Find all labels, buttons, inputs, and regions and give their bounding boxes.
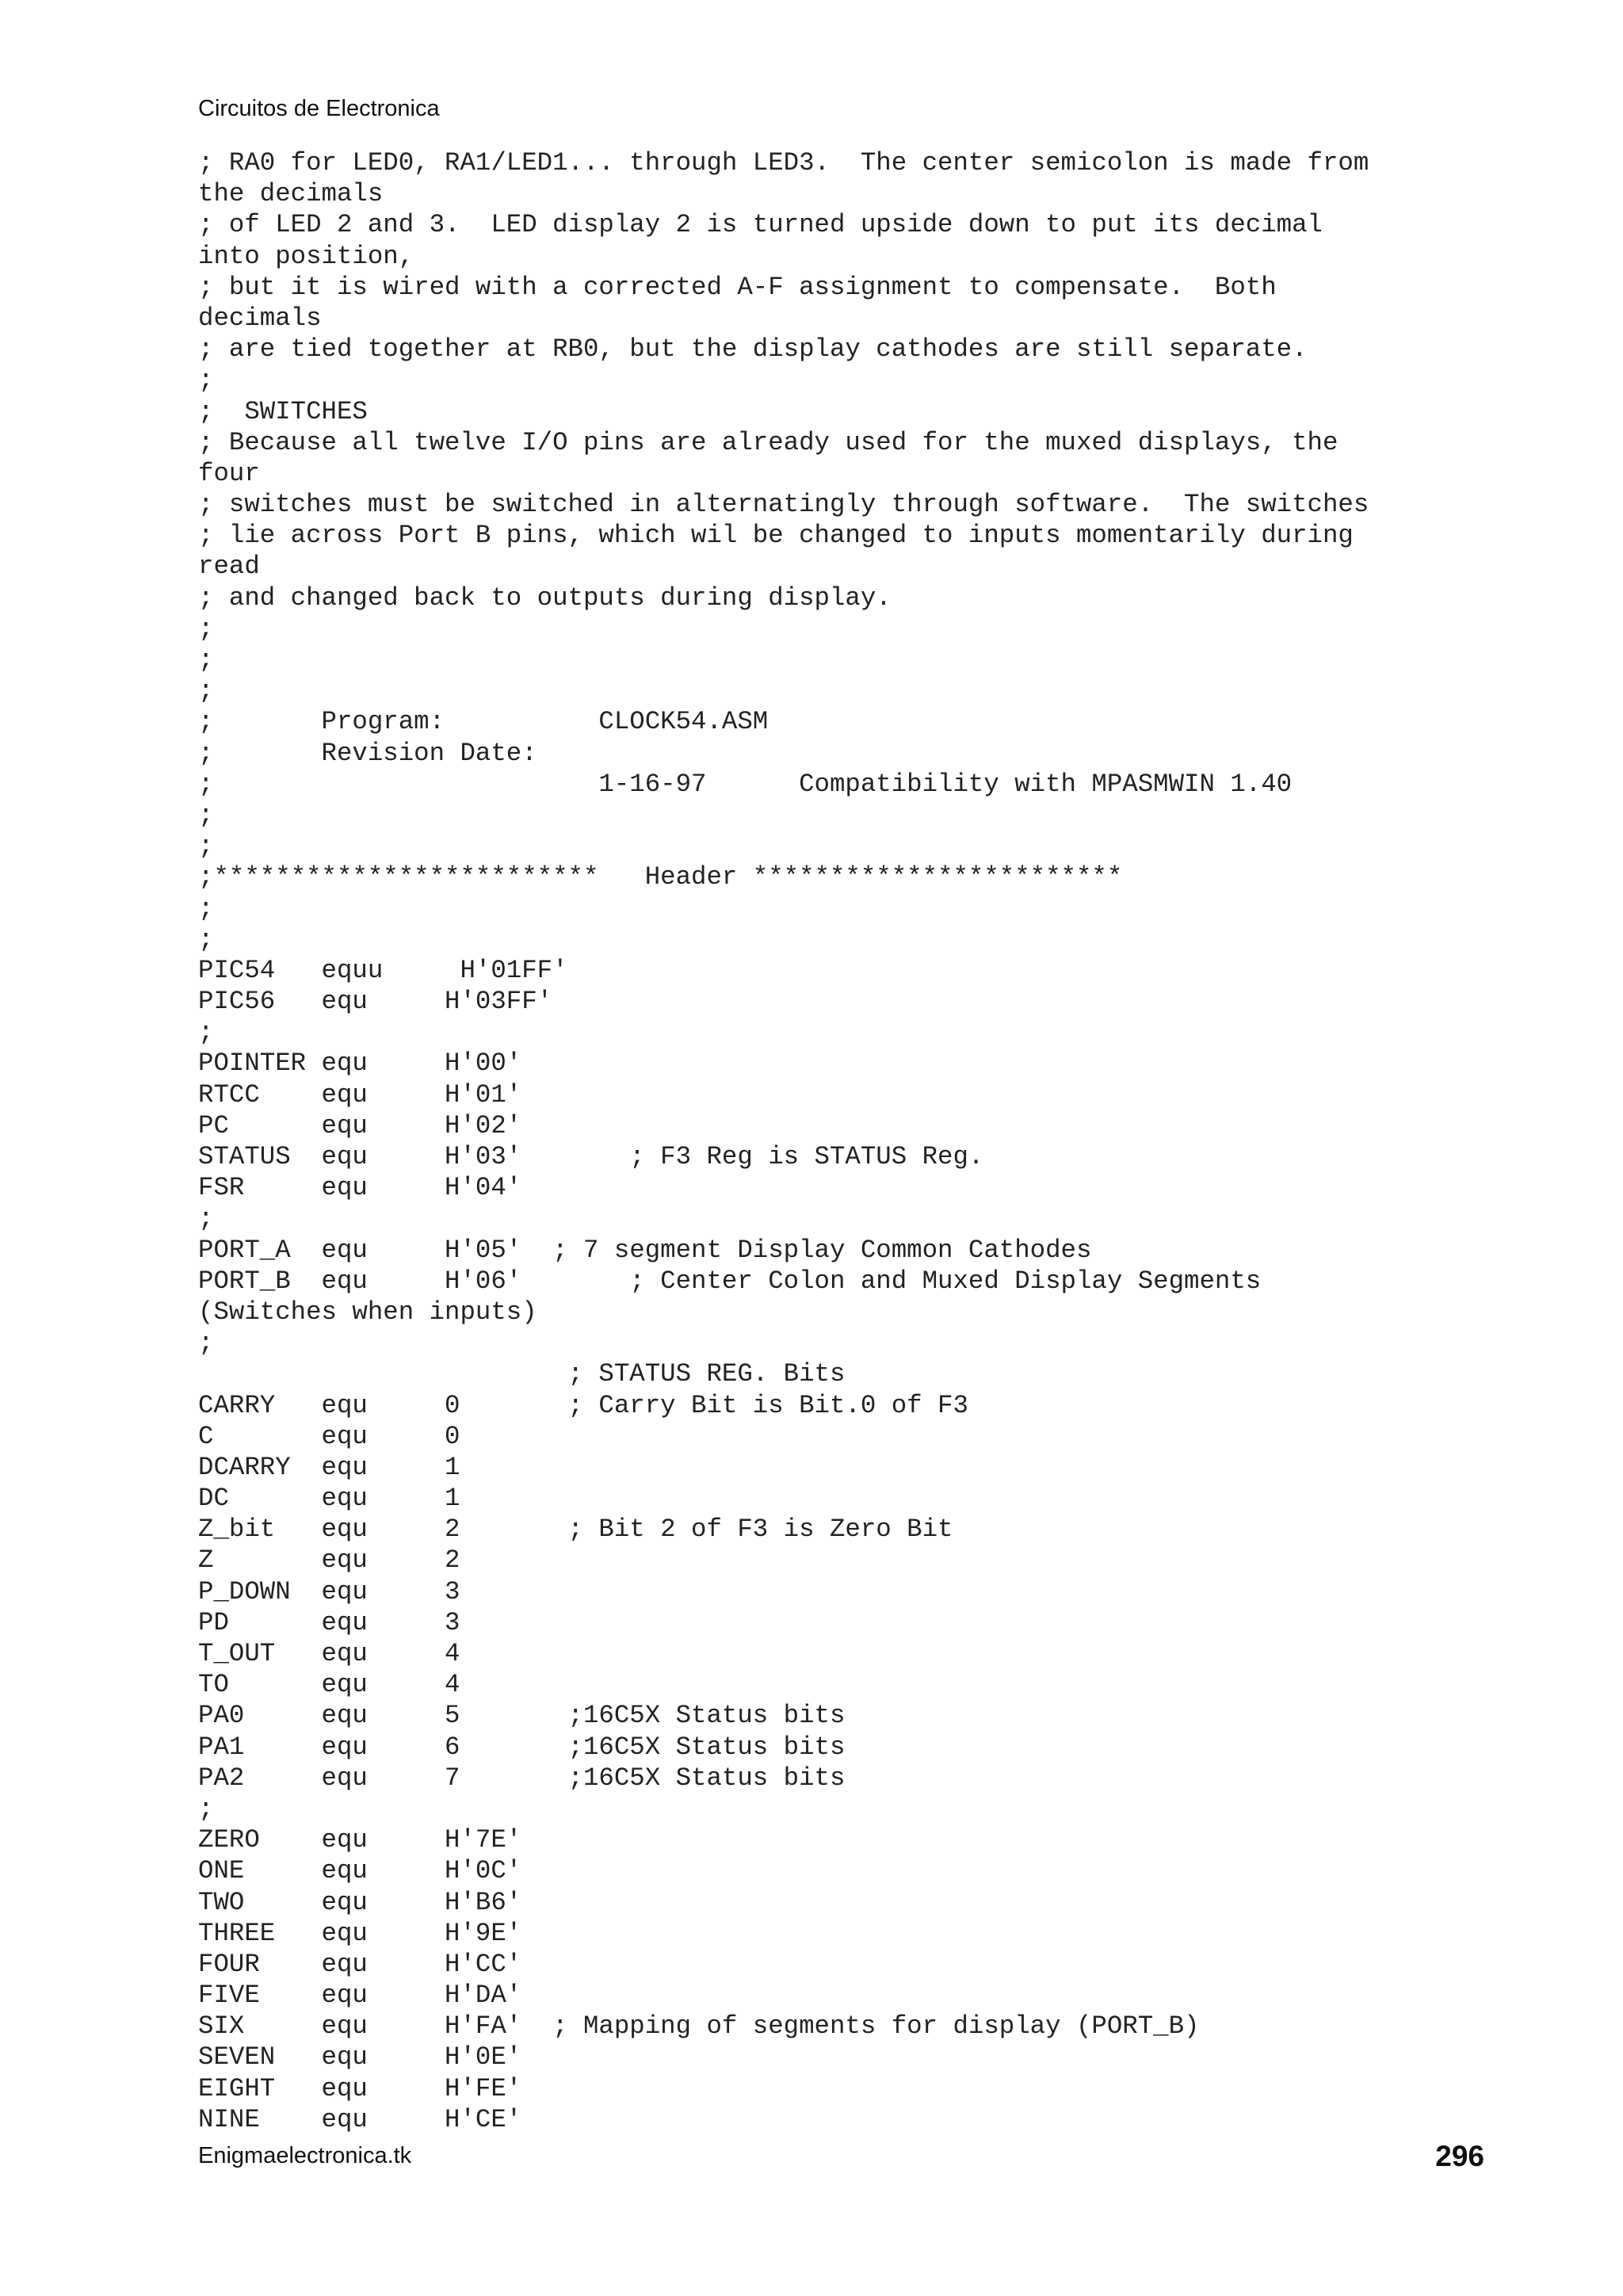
code-line: PORT_B equ H'06' ; Center Colon and Muxed Display Segments	[198, 1266, 1262, 1296]
code-line: T_OUT equ 4	[198, 1639, 460, 1668]
code-line: PC equ H'02'	[198, 1110, 522, 1140]
code-line: SIX equ H'FA' ; Mapping of segments for display (PORT_B)	[198, 2011, 1200, 2042]
code-line: ;	[198, 1204, 214, 1234]
code-line: decimals	[198, 303, 322, 333]
code-line: EIGHT equ H'FE'	[198, 2073, 522, 2103]
code-line: ;	[198, 1018, 214, 1048]
code-line: ; Program: CLOCK54.ASM	[198, 707, 769, 737]
code-line: ZERO equ H'7E'	[198, 1825, 522, 1855]
code-line: ;************************* Header ************************	[198, 862, 1123, 892]
code-line: SEVEN equ H'0E'	[198, 2042, 522, 2073]
code-line: ; 1-16-97 Compatibility with MPASMWIN 1.40	[198, 769, 1293, 799]
code-line: FSR equ H'04'	[198, 1173, 522, 1203]
code-line: PORT_A equ H'05' ; 7 segment Display Common Cathodes	[198, 1235, 1092, 1265]
code-line: read	[198, 552, 260, 582]
code-line: ;	[198, 893, 214, 923]
code-line: TO equ 4	[198, 1670, 460, 1700]
code-line: PIC54 equu H'01FF'	[198, 955, 568, 985]
code-line: ;	[198, 831, 214, 861]
code-line: TWO equ H'B6'	[198, 1887, 522, 1917]
code-line: ;	[198, 800, 214, 830]
code-line: ONE equ H'0C'	[198, 1856, 522, 1886]
code-line: ; lie across Port B pins, which wil be changed to inputs momentarily during	[198, 521, 1354, 551]
code-line: STATUS equ H'03' ; F3 Reg is STATUS Reg.	[198, 1142, 984, 1171]
code-line: into position,	[198, 241, 414, 271]
code-line: ;	[198, 676, 214, 706]
code-line: PA2 equ 7 ;16C5X Status bits	[198, 1763, 846, 1793]
code-line: PA1 equ 6 ;16C5X Status bits	[198, 1732, 846, 1762]
footer-website: Enigmaelectronica.tk	[198, 2143, 412, 2168]
code-line: ;	[198, 365, 214, 395]
assembly-code-listing	[198, 147, 1617, 2135]
code-line: the decimals	[198, 179, 384, 209]
code-line: DC equ 1	[198, 1484, 460, 1514]
code-line: (Switches when inputs)	[198, 1297, 537, 1327]
code-line: DCARRY equ 1	[198, 1452, 460, 1482]
page-number: 296	[1435, 2140, 1484, 2172]
code-line: POINTER equ H'00'	[198, 1049, 522, 1079]
code-line: FOUR equ H'CC'	[198, 1949, 522, 1979]
code-line: THREE equ H'9E'	[198, 1918, 522, 1948]
code-line: ;	[198, 1794, 214, 1824]
code-line: PA0 equ 5 ;16C5X Status bits	[198, 1701, 846, 1731]
code-line: CARRY equ 0 ; Carry Bit is Bit.0 of F3	[198, 1390, 968, 1420]
running-header: Circuitos de Electronica	[198, 96, 440, 121]
code-line: ; are tied together at RB0, but the display cathodes are still separate.	[198, 334, 1308, 365]
code-line: PD equ 3	[198, 1607, 460, 1637]
code-line: ;	[198, 613, 214, 644]
code-line: ; of LED 2 and 3. LED display 2 is turned upside down to put its decimal	[198, 210, 1323, 240]
code-line: Z equ 2	[198, 1545, 460, 1576]
code-line: ; switches must be switched in alternatingly through software. The switches	[198, 490, 1369, 520]
code-line: FIVE equ H'DA'	[198, 1981, 522, 2011]
code-line: RTCC equ H'01'	[198, 1079, 522, 1110]
code-line: P_DOWN equ 3	[198, 1576, 460, 1606]
code-line: ; and changed back to outputs during display.	[198, 583, 892, 613]
code-line: ;	[198, 645, 214, 674]
code-line: PIC56 equ H'03FF'	[198, 987, 553, 1017]
code-line: ; Revision Date:	[198, 738, 537, 768]
code-line: C equ 0	[198, 1421, 460, 1451]
code-line: four	[198, 458, 260, 488]
code-line: ; Because all twelve I/O pins are already used for the muxed displays, the	[198, 427, 1338, 457]
code-line: ; but it is wired with a corrected A-F assignment to compensate. Both	[198, 272, 1277, 302]
code-line: ; SWITCHES	[198, 396, 368, 426]
code-line: NINE equ H'CE'	[198, 2104, 522, 2134]
code-line: ; RA0 for LED0, RA1/LED1... through LED3. The center semicolon is made from	[198, 148, 1369, 178]
code-line: ;	[198, 1328, 214, 1358]
code-line: ; STATUS REG. Bits	[198, 1359, 846, 1389]
code-line: ;	[198, 924, 214, 954]
code-line: Z_bit equ 2 ; Bit 2 of F3 is Zero Bit	[198, 1515, 953, 1545]
